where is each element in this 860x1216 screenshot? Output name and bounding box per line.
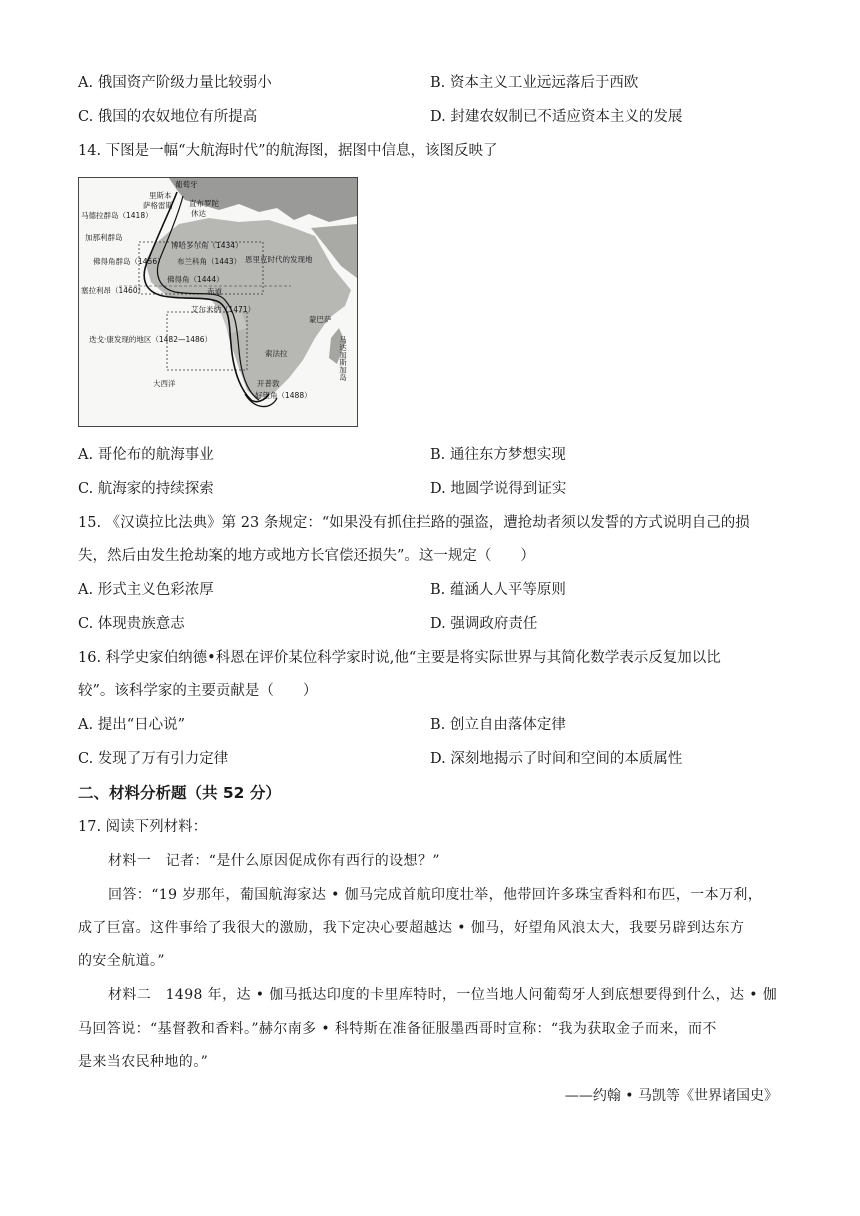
material2-line3: 是来当农民种地的。” xyxy=(78,1054,209,1070)
voyage-map-image xyxy=(79,178,357,426)
q16-stem-line1: 16. 科学史家伯纳德•科恩在评价某位科学家时说,他“主要是将实际世界与其简化数学表示反复加以比 xyxy=(78,650,721,666)
section-heading: 二、材料分析题（共 52 分） xyxy=(78,784,281,802)
q14-stem: 14. 下图是一幅“大航海时代”的航海图，据图中信息，该图反映了 xyxy=(78,143,498,159)
q17-stem: 17. 阅读下列材料： xyxy=(78,819,208,835)
voyage-map xyxy=(78,177,358,427)
material-source: ——约翰 • 马凯等《世界诸国史》 xyxy=(564,1088,778,1104)
map-label-canary: 加那利群岛 xyxy=(85,233,123,242)
material2-line2: 马回答说：“基督教和香料。”赫尔南多 • 科特斯在准备征服墨西哥时宣称：“我为获取金子而来，而不 xyxy=(78,1021,717,1037)
map-label-madeira: 马德拉群岛（1418） xyxy=(81,211,153,220)
q14-option-a: A. 哥伦布的航海事业 xyxy=(78,447,214,463)
map-label-atlantic: 大西洋 xyxy=(153,379,176,388)
map-label-madagascar: 马达加斯加岛 xyxy=(338,336,348,381)
q15-stem-line1: 15. 《汉谟拉比法典》第 23 条规定：“如果没有抓住拦路的强盗，遭抢劫者须以发誓的方式说明自己的损 xyxy=(78,515,750,531)
q15-stem-line2: 失，然后由发生抢劫案的地方或地方长官偿还损失”。这一规定（ ） xyxy=(78,548,535,564)
map-label-leone: 塞拉利昂（1460） xyxy=(81,286,146,295)
material1-answer-line3: 的安全航道。” xyxy=(78,953,165,969)
q16-stem-line2: 较”。该科学家的主要贡献是（ ） xyxy=(78,683,318,699)
q13-option-c: C. 俄国的农奴地位有所提高 xyxy=(78,109,258,125)
material2-line1: 材料二 1498 年，达 • 伽马抵达印度的卡里库特时，一位当地人问葡萄牙人到底想要得到什么，达 • 伽 xyxy=(108,987,778,1003)
q13-option-b: B. 资本主义工业远远落后于西欧 xyxy=(430,75,639,91)
map-label-cao: 迭戈·康发现的地区（1482—1486） xyxy=(89,335,213,344)
map-label-cueta: 休达 xyxy=(191,209,206,218)
map-label-portugal: 葡萄牙 xyxy=(175,180,198,189)
map-label-elmina: 艾尔米纳（1471） xyxy=(191,305,256,314)
map-label-kaapstad: 开普敦 xyxy=(257,379,280,388)
map-label-henry: 恩里克时代的发现地 xyxy=(245,255,313,264)
map-label-sofala: 索法拉 xyxy=(265,349,288,358)
q13-option-d: D. 封建农奴制已不适应资本主义的发展 xyxy=(430,109,683,125)
map-label-ceuta: 直布罗陀 xyxy=(189,199,219,208)
q15-option-a: A. 形式主义色彩浓厚 xyxy=(78,582,214,598)
q14-option-b: B. 通往东方梦想实现 xyxy=(430,447,566,463)
q14-option-c: C. 航海家的持续探索 xyxy=(78,481,214,497)
q15-option-b: B. 蕴涵人人平等原则 xyxy=(430,582,566,598)
map-label-mombasa: 蒙巴萨 xyxy=(309,315,332,324)
q13-option-a: A. 俄国资产阶级力量比较弱小 xyxy=(78,75,272,91)
material1-answer-line2: 成了巨富。这件事给了我很大的激励，我下定决心要超越达 • 伽马，好望角风浪太大，我要另辟到达东方 xyxy=(78,920,745,936)
q15-option-c: C. 体现贵族意志 xyxy=(78,616,185,632)
map-label-sagres: 萨格雷斯 xyxy=(143,201,173,210)
q16-option-d: D. 深刻地揭示了时间和空间的本质属性 xyxy=(430,751,683,767)
map-label-goodhope: 好望角（1488） xyxy=(255,391,312,400)
material1-answer-line1: 回答：“19 岁那年，葡国航海家达 • 伽马完成首航印度壮举，他带回许多珠宝香料和布匹，一本万利， xyxy=(108,887,763,903)
q16-option-b: B. 创立自由落体定律 xyxy=(430,717,566,733)
q16-option-c: C. 发现了万有引力定律 xyxy=(78,751,229,767)
map-label-bojador: 博哈多尔角（1434） xyxy=(171,241,243,250)
map-label-blanco: 布兰科角（1443） xyxy=(177,257,242,266)
map-label-verde: 佛得角（1444） xyxy=(167,275,224,284)
map-label-lisbon: 里斯本 xyxy=(149,191,172,200)
q15-option-d: D. 强调政府责任 xyxy=(430,616,538,632)
q16-option-a: A. 提出“日心说” xyxy=(78,717,186,733)
map-label-equator: 赤道 xyxy=(207,287,222,296)
map-label-capeverde: 佛得角群岛（1456） xyxy=(93,257,165,266)
q14-option-d: D. 地圆学说得到证实 xyxy=(430,481,567,497)
material1-question: 材料一 记者：“是什么原因促成你有西行的设想？” xyxy=(108,853,440,869)
